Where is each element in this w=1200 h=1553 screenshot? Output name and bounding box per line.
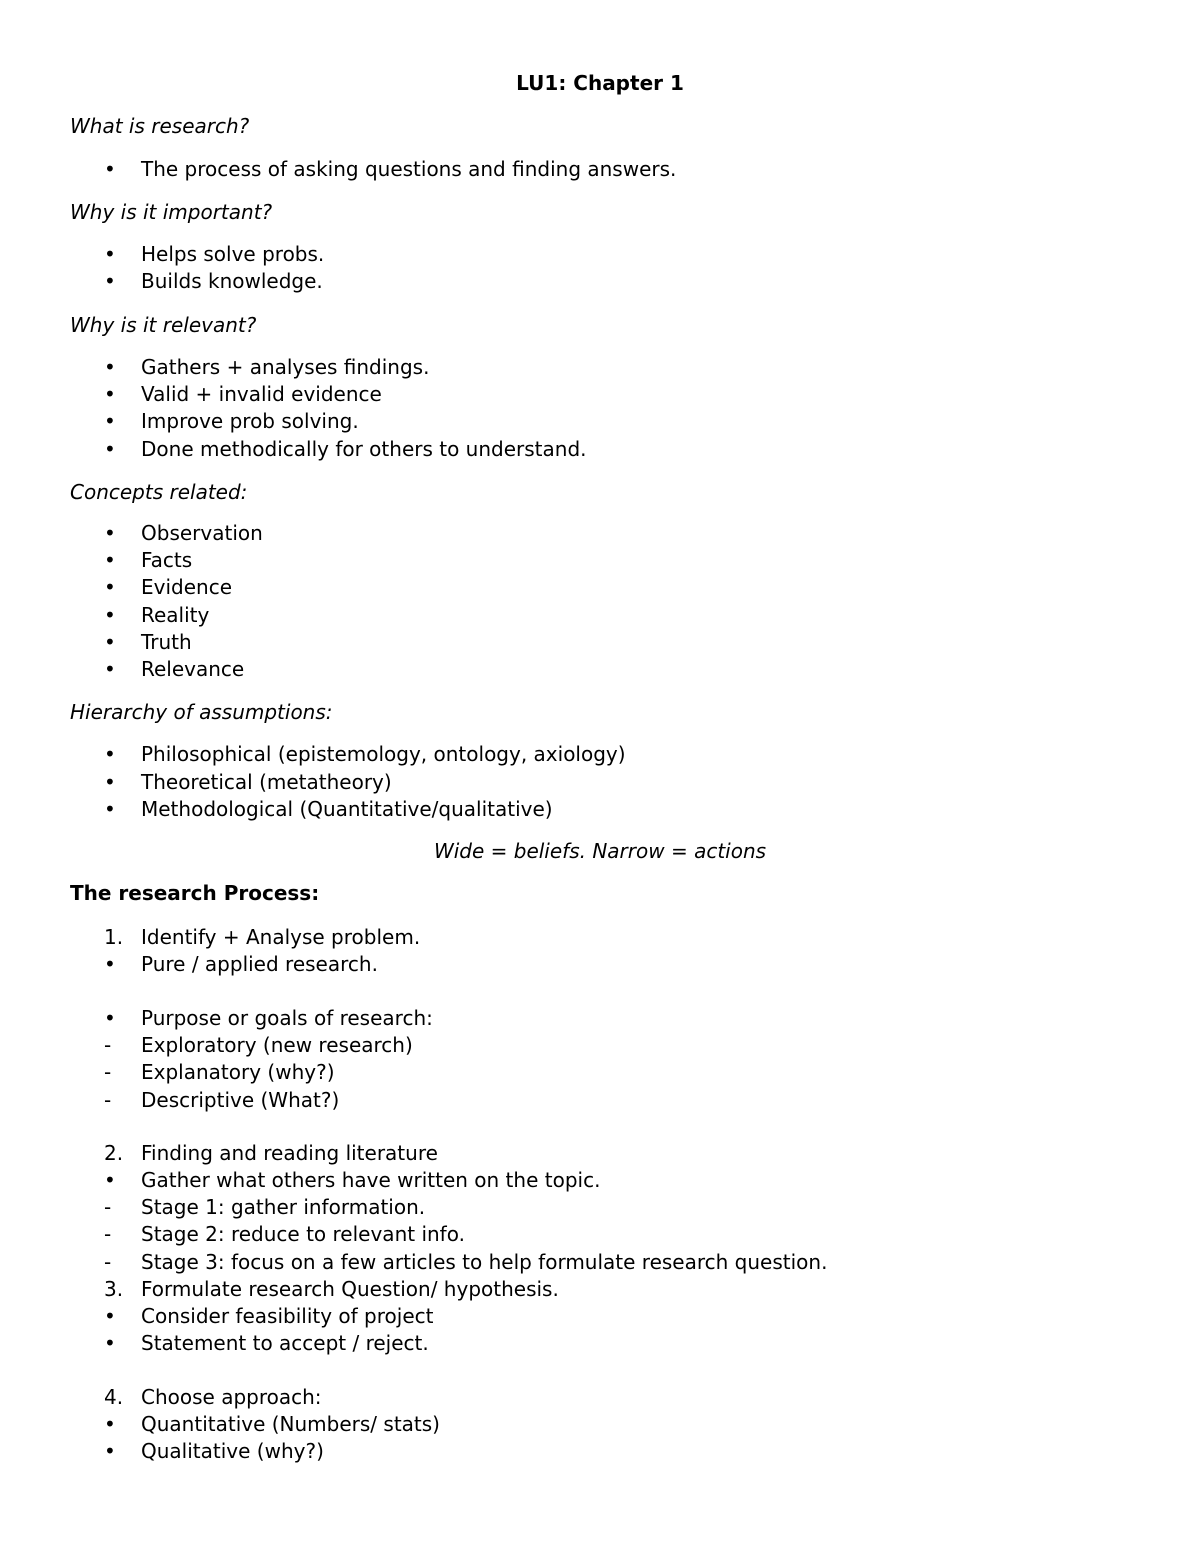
list-item-text: Finding and reading literature: [141, 1141, 438, 1165]
bullet-marker: •: [104, 521, 116, 545]
bullet-marker: •: [104, 630, 116, 654]
list-marker: •: [104, 1006, 116, 1030]
section-heading-why-relevant: Why is it relevant?: [70, 313, 257, 337]
list-item-text: Philosophical (epistemology, ontology, axiology): [141, 742, 626, 766]
list-marker: 4.: [104, 1385, 124, 1409]
bullet-marker: •: [104, 437, 116, 461]
list-item-text: Methodological (Quantitative/qualitative): [141, 797, 553, 821]
list-marker: •: [104, 952, 116, 976]
list-item-text: Stage 1: gather information.: [141, 1195, 426, 1219]
list-marker: •: [104, 1439, 116, 1463]
bullet-marker: •: [104, 603, 116, 627]
bullet-marker: •: [104, 770, 116, 794]
hierarchy-note: Wide = beliefs. Narrow = actions: [433, 839, 767, 863]
bullet-marker: •: [104, 797, 116, 821]
bullet-marker: •: [104, 742, 116, 766]
list-item-text: Valid + invalid evidence: [141, 382, 382, 406]
list-marker: -: [104, 1250, 112, 1274]
list-item-text: Choose approach:: [141, 1385, 322, 1409]
list-item-text: Consider feasibility of project: [141, 1304, 434, 1328]
section-heading-why-important: Why is it important?: [70, 200, 273, 224]
list-item-text: Facts: [141, 548, 193, 572]
section-heading-concepts: Concepts related:: [70, 480, 248, 504]
list-marker: -: [104, 1088, 112, 1112]
list-item-text: Evidence: [141, 575, 233, 599]
bullet-marker: •: [104, 548, 116, 572]
list-item-text: Identify + Analyse problem.: [141, 925, 421, 949]
bullet-marker: •: [104, 269, 116, 293]
list-marker: -: [104, 1060, 112, 1084]
list-item-text: Relevance: [141, 657, 245, 681]
list-marker: -: [104, 1033, 112, 1057]
list-marker: 1.: [104, 925, 124, 949]
list-item-text: Reality: [141, 603, 210, 627]
list-marker: •: [104, 1168, 116, 1192]
list-marker: •: [104, 1412, 116, 1436]
list-item-text: Observation: [141, 521, 263, 545]
section-heading-research-process: The research Process:: [70, 881, 320, 905]
bullet-marker: •: [104, 382, 116, 406]
list-item-text: Exploratory (new research): [141, 1033, 413, 1057]
list-marker: •: [104, 1331, 116, 1355]
bullet-marker: •: [104, 242, 116, 266]
list-marker: 2.: [104, 1141, 124, 1165]
list-item-text: Statement to accept / reject.: [141, 1331, 429, 1355]
list-marker: -: [104, 1222, 112, 1246]
list-marker: -: [104, 1195, 112, 1219]
list-item-text: The process of asking questions and finding answers.: [141, 157, 677, 181]
list-item-text: Qualitative (why?): [141, 1439, 324, 1463]
list-item-text: Theoretical (metatheory): [141, 770, 392, 794]
bullet-marker: •: [104, 355, 116, 379]
list-item-text: Quantitative (Numbers/ stats): [141, 1412, 440, 1436]
list-marker: •: [104, 1304, 116, 1328]
list-item-text: Descriptive (What?): [141, 1088, 340, 1112]
list-item-text: Helps solve probs.: [141, 242, 325, 266]
section-heading-hierarchy: Hierarchy of assumptions:: [70, 700, 333, 724]
list-item-text: Gather what others have written on the topic.: [141, 1168, 601, 1192]
list-item-text: Purpose or goals of research:: [141, 1006, 433, 1030]
bullet-marker: •: [104, 575, 116, 599]
list-item-text: Explanatory (why?): [141, 1060, 335, 1084]
bullet-marker: •: [104, 409, 116, 433]
list-item-text: Pure / applied research.: [141, 952, 378, 976]
list-item-text: Truth: [141, 630, 192, 654]
list-item-text: Formulate research Question/ hypothesis.: [141, 1277, 559, 1301]
list-item-text: Done methodically for others to understand.: [141, 437, 587, 461]
list-item-text: Gathers + analyses findings.: [141, 355, 430, 379]
section-heading-what-is-research: What is research?: [70, 114, 250, 138]
list-item-text: Stage 2: reduce to relevant info.: [141, 1222, 465, 1246]
page-title: LU1: Chapter 1: [516, 71, 684, 95]
bullet-marker: •: [104, 157, 116, 181]
bullet-marker: •: [104, 657, 116, 681]
list-item-text: Builds knowledge.: [141, 269, 323, 293]
list-item-text: Stage 3: focus on a few articles to help formulate research question.: [141, 1250, 828, 1274]
list-marker: 3.: [104, 1277, 124, 1301]
list-item-text: Improve prob solving.: [141, 409, 359, 433]
